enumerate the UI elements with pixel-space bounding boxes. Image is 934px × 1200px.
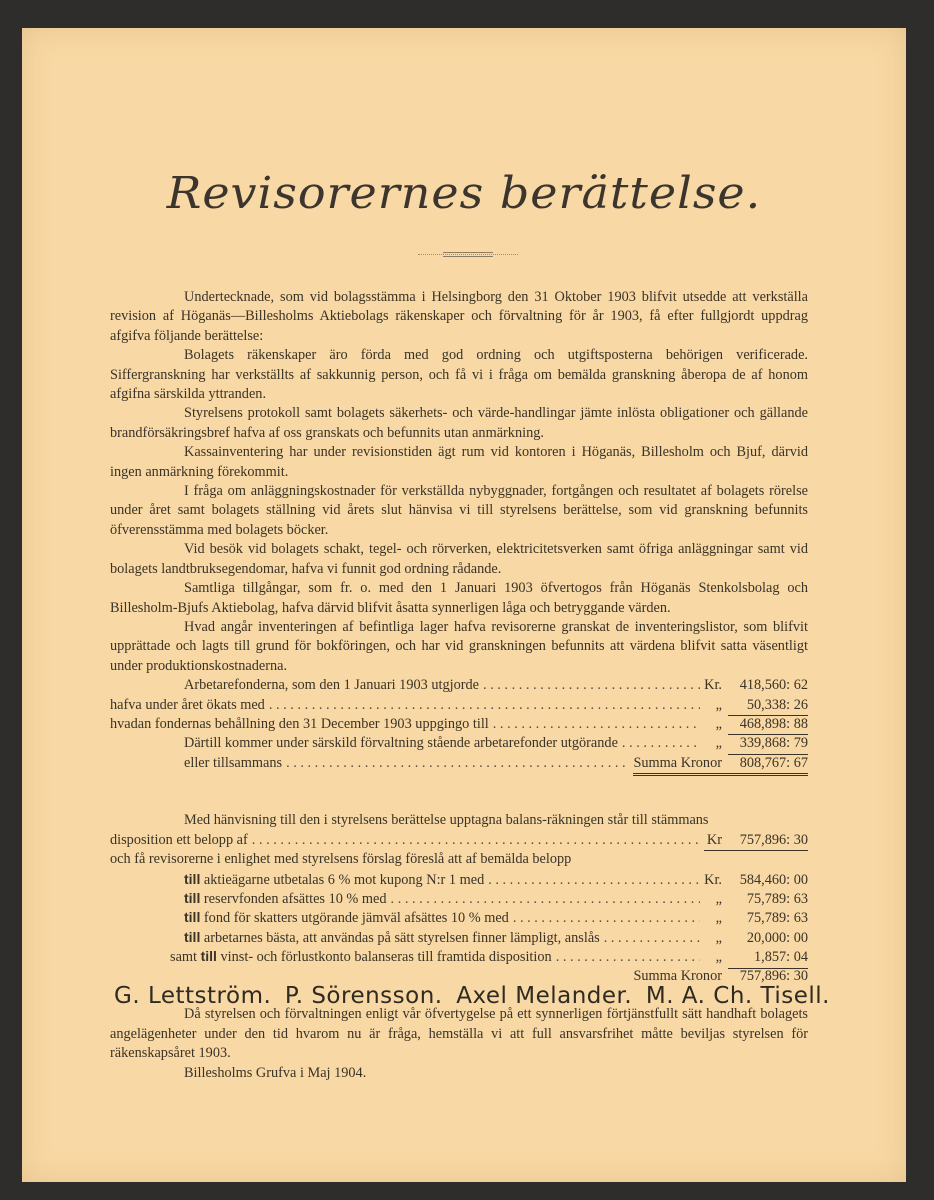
ledger-total-row: eller tillsammans . . . Summa Kronor 808,767: 67 [110, 754, 808, 773]
report-body [110, 288, 808, 1083]
paragraph: Styrelsens protokoll samt bolagets säkerhets- och värde-handlingar jämte inlösta obligationer och gällande brandförsäkringsbref hafva af oss granskats och befunnits utan anmärkning. [110, 405, 808, 441]
title-ornament [418, 250, 518, 260]
document-page [22, 28, 906, 1182]
ledger-row: hvadan fondernas behållning den 31 December 1903 uppgingo till . . . „ 468,898: 88 [110, 715, 808, 734]
ledger-row: disposition ett belopp af . . . Kr 757,896: 30 [110, 831, 808, 850]
paragraph: Undertecknade, som vid bolagsstämma i Helsingborg den 31 Oktober 1903 blifvit utsedde att verkställa revision af Höganäs—Billesholms Aktiebolags räkenskaper och förvaltning för år 1903, få efter fullgjordt uppdrag afgifva följande berättelse: [110, 289, 808, 344]
signature: G. Lettström. [114, 983, 272, 1009]
ledger-row: Därtill kommer under särskild förvaltning stående arbetarefonder utgörande . . . „ 339,868: 79 [110, 734, 808, 753]
ledger-row: till arbetarnes bästa, att användas på sätt styrelsen finner lämpligt, anslås . . . „ 20,000: 00 [110, 928, 808, 947]
document-title: Revisorernes berättelse. [166, 167, 762, 219]
paragraph: I fråga om anläggningskostnader för verkställda nybyggnader, fortgången och resultatet af bolagets rörelse under året samt bolagets ställning vid årets slut hänvisa vi till styrelsens berättelse, som vid granskning befunnits öfverensstämma med bolagets böcker. [110, 483, 808, 538]
closing-paragraph: Då styrelsen och förvaltningen enligt vår öfvertygelse på ett synnerligen förtjänstfullt sätt handhaft bolagets angelägenheter under den tid hvarom nu är fråga, hemställa vi att full ansvarsfrihet måtte beviljas styrelsen för räkenskapsåret 1903. [110, 1006, 808, 1062]
profit-disposition: Med hänvisning till den i styrelsens berättelse upptagna balans-räkningen står till stämmans disposition ett belopp af . . . Kr 757,896: 30 och få revisorerne i enlighet med styrelsens förslag föreslå att af bemälda belopp till aktieägarne utbetalas 6 % mot kupong N:r 1 med . . . Kr. 584,460: 00 till reservfonden afsättes 10 % med . . . „ 75,789: 63 till fond för skatters utgörande jämväl afsättes 10 % med . . . „ 75,789: 63 till arbetarnes bästa, att användas på sätt styrelsen finner lämpligt, anslås . . . „ 20,000: 00 samt till vinst- och förlustkonto balanseras till framtida disposition . . . „ 1,857: 04 Summa Kronor 757,896: 30 [110, 811, 808, 986]
ledger-row: till fond för skatters utgörande jämväl afsättes 10 % med . . . „ 75,789: 63 [110, 908, 808, 927]
ledger-row: till reservfonden afsättes 10 % med . . . „ 75,789: 63 [110, 889, 808, 908]
paragraph: Hvad angår inventeringen af befintliga lager hafva revisorerne granskat de inventeringslistor, som blifvit upprättade och lagts till grund för bokföringen, och har vid granskningen befunnits att värdena blifvit satta väsentligt under produktionskostnaderna. [110, 618, 808, 674]
place-date: Billesholms Grufva i Maj 1904. [184, 1064, 367, 1081]
ledger-row: Arbetarefonderna, som den 1 Januari 1903 utgjorde . . . Kr. 418,560: 62 [110, 676, 808, 695]
signature: M. A. Ch. Tisell. [645, 983, 830, 1009]
ledger-row: till aktieägarne utbetalas 6 % mot kupong N:r 1 med . . . Kr. 584,460: 00 [110, 870, 808, 889]
paragraph: Vid besök vid bolagets schakt, tegel- och rörverken, elektricitetsverken samt öfriga anläggningar samt vid bolagets landtbruksegendomar, hafva vi funnit god ordning rådande. [110, 541, 808, 577]
paragraph: Kassainventering har under revisionstiden ägt rum vid kontoren i Höganäs, Billesholm och Bjuf, därvid ingen anmärkning förekommit. [110, 444, 808, 480]
signature: Axel Melander. [456, 983, 633, 1009]
paragraph: Samtliga tillgångar, som fr. o. med den 1 Januari 1903 öfvertogos från Höganäs Stenkolsbolag och Billesholm-Bjufs Aktiebolag, hafva därvid blifvit åsatta synnerligen låga och betryggande värden. [110, 580, 808, 616]
paragraph: Bolagets räkenskaper äro förda med god ordning och utgiftsposterna behörigen verificerade. Siffergranskning har verkställts af sakkunnig person, och få vi i fråga om bemälda granskning åberopa de af honom afgifna särskilda yttranden. [110, 347, 808, 403]
ledger-row: samt till vinst- och förlustkonto balanseras till framtida disposition . . . „ 1,857: 04 [110, 947, 808, 966]
signature: P. Sörensson. [284, 983, 443, 1009]
ledger-row: hafva under året ökats med . . . „ 50,338: 26 [110, 696, 808, 715]
ledger-total-row: Summa Kronor 757,896: 30 [633, 967, 808, 984]
workers-fund-ledger [110, 676, 808, 773]
signatures [114, 983, 830, 1009]
